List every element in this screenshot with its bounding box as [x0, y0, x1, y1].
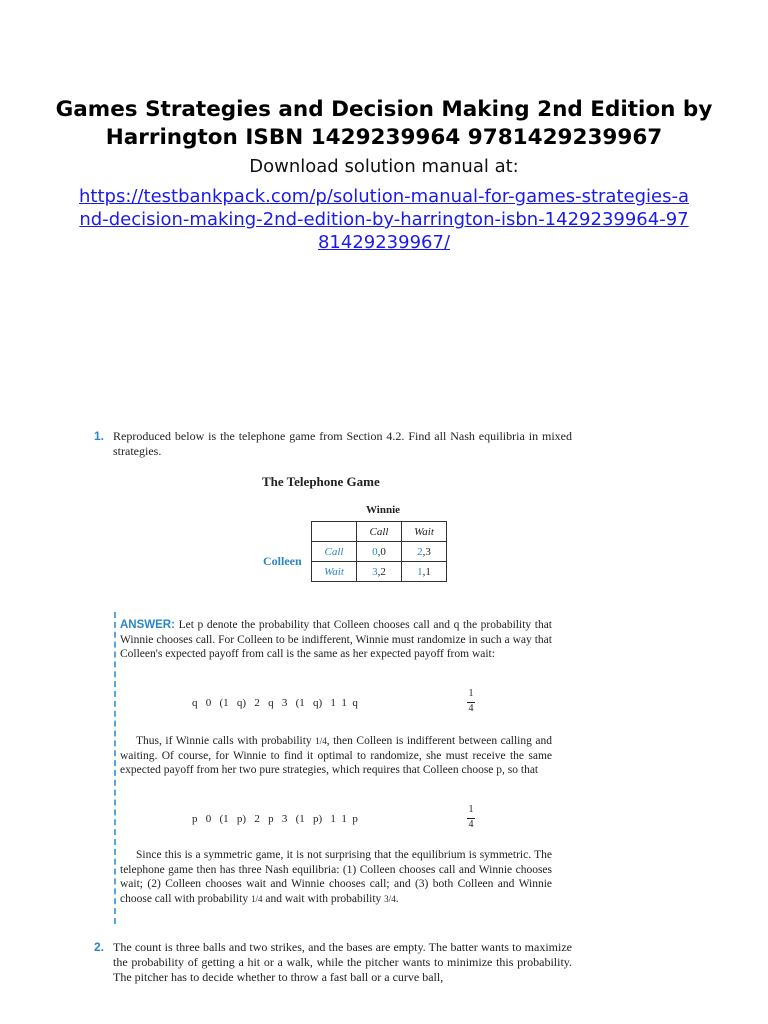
table-row — [312, 542, 447, 562]
inline-fraction: 3/4 — [384, 893, 396, 904]
col-header: Call — [357, 522, 402, 542]
problem-number: 2. — [94, 940, 105, 954]
answer-paragraph-1 — [120, 618, 552, 662]
row-player-label: Colleen — [263, 554, 302, 568]
fraction-numerator: 1 — [468, 804, 474, 815]
payoff-table — [311, 521, 447, 582]
answer-text: Thus, if Winnie calls with probability — [136, 735, 312, 747]
answer-text: , then Colleen is indifferent between calling and waiting. Of course, for Winnie to find it optimal to randomize, she must receive the same expected payoff from her two pure strategies, which requires that Colleen choose p, so that — [120, 735, 553, 776]
payoff-cell: 0,0 — [357, 542, 402, 562]
fraction-denominator: 4 — [468, 703, 474, 714]
equation-1: q 0 (1 q) 2 q 3 (1 q) 1 1 q — [192, 697, 358, 709]
fraction-denominator: 4 — [468, 819, 474, 830]
problem-2 — [94, 940, 572, 985]
download-subtitle: Download solution manual at: — [249, 156, 519, 177]
solution-manual-link[interactable]: https://testbankpack.com/p/solution-manual-for-games-strategies-and-decision-making-2nd-edition-by-harrington-isbn-1429239964-9781429239967/ — [79, 186, 689, 253]
document-header — [0, 96, 768, 254]
inline-fraction: 1/4 — [315, 736, 327, 746]
row-header: Call — [312, 542, 357, 562]
col-header: Wait — [402, 522, 447, 542]
payoff-cell: 1,1 — [402, 562, 447, 582]
answer-label: ANSWER: — [120, 619, 175, 631]
payoff-cell: 3,2 — [357, 562, 402, 582]
answer-text: Let p denote the probability that Colleen chooses call and q the probability that Winnie chooses call. For Colleen to be indifferent, Winnie must randomize in such a way that Colleen's expected payoff from call is the same as her expected payoff from wait: — [120, 619, 553, 660]
row-header: Wait — [312, 562, 357, 582]
problem-text: Reproduced below is the telephone game from Section 4.2. Find all Nash equilibria in mixed strategies. — [113, 429, 572, 458]
equation-2: p 0 (1 p) 2 p 3 (1 p) 1 1 p — [192, 813, 358, 825]
answer-text: Since this is a symmetric game, it is not surprising that the equilibrium is symmetric. The telephone game then has three Nash equilibria: (1) Colleen chooses call and Winnie chooses wait; (2) Colleen chooses wait and Winnie chooses call; and (3) both Colleen and Winnie choose call with probability — [120, 849, 552, 905]
answer-paragraph-2 — [120, 734, 552, 778]
problem-number: 1. — [94, 429, 105, 443]
answer-text: and wait with probability — [265, 892, 382, 905]
fraction-numerator: 1 — [468, 688, 474, 699]
document-title: Games Strategies and Decision Making 2nd Edition by Harrington ISBN 1429239964 9781429239967 — [55, 97, 713, 150]
table-caption: The Telephone Game — [262, 474, 380, 489]
problem-1 — [94, 429, 572, 459]
table-header-row — [312, 522, 447, 542]
table-row — [312, 562, 447, 582]
payoff-cell: 2,3 — [402, 542, 447, 562]
column-player-label: Winnie — [366, 504, 401, 516]
answer-paragraph-3: Since this is a symmetric game, it is not surprising that the equilibrium is symmetric. The telephone game then has three Nash equilibria: (1) Colleen chooses call and Winnie chooses wait; (2) Colleen chooses wait and Winnie chooses call; and (3) both Colleen and Winnie choose call with probability 1/4 and wait with probability 3/4. — [120, 849, 552, 905]
inline-fraction: 1/4 — [250, 893, 263, 904]
table-corner — [312, 522, 357, 542]
problem-text: The count is three balls and two strikes, and the bases are empty. The batter wants to maximize the probability of getting a hit or a walk, while the pitcher wants to minimize this probability. The pitcher has to decide whether to throw a fast ball or a curve ball, — [113, 940, 572, 984]
